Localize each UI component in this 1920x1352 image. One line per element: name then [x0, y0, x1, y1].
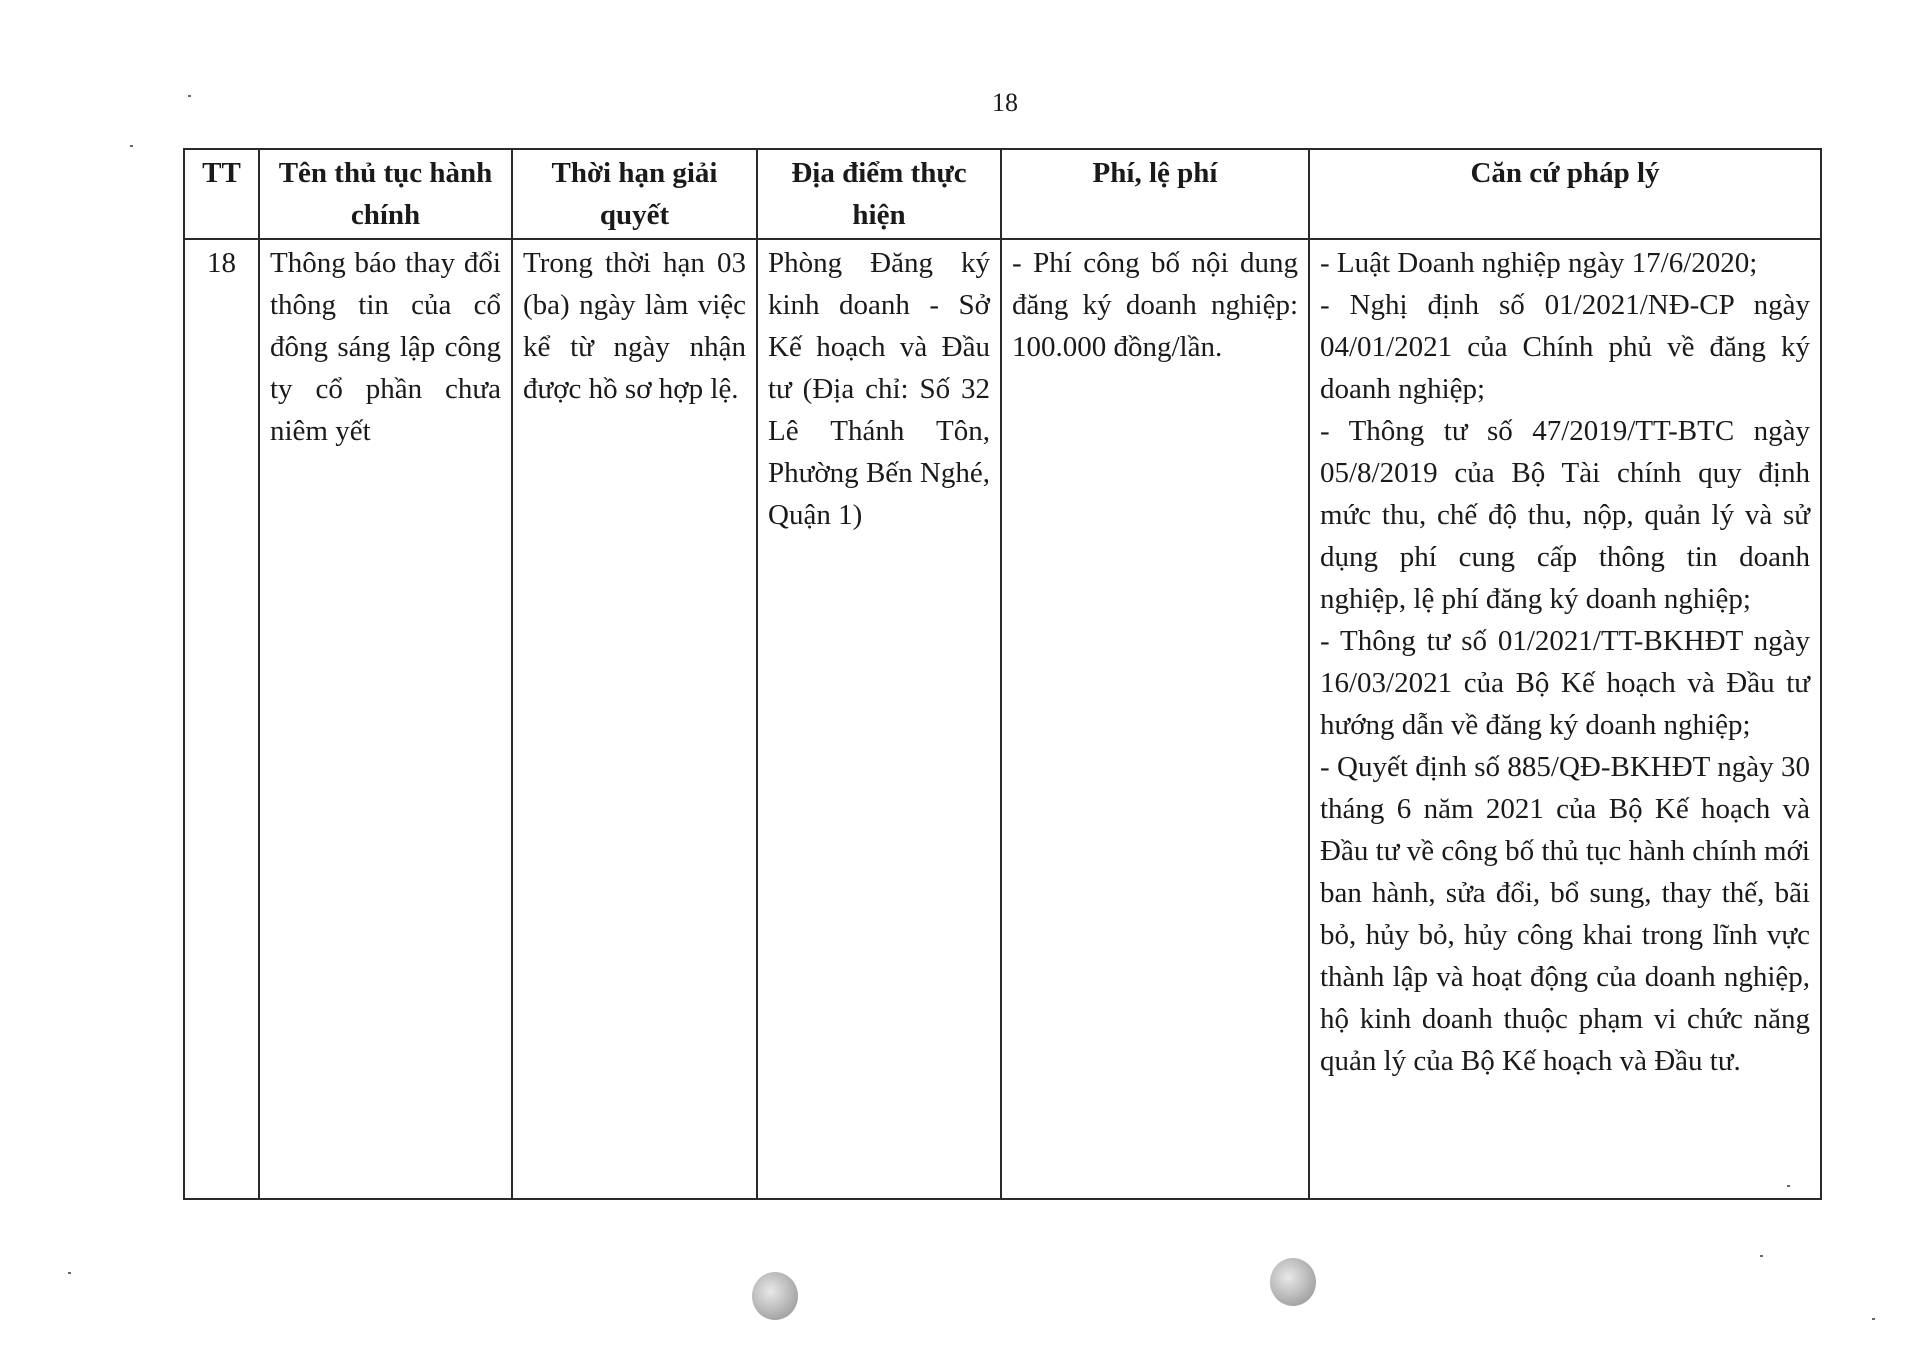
procedure-table [183, 148, 1822, 1200]
scan-speck [1787, 1185, 1790, 1187]
table-header-row [184, 149, 1821, 239]
header-location: Địa điểm thực hiện [757, 149, 1001, 239]
cell-location: Phòng Đăng ký kinh doanh - Sở Kế hoạch và Đầu tư (Địa chỉ: Số 32 Lê Thánh Tôn, Phường Bến Nghé, Quận 1) [757, 239, 1001, 1199]
legal-basis-item: - Luật Doanh nghiệp ngày 17/6/2020; [1320, 247, 1758, 279]
cell-procedure-name: Thông báo thay đổi thông tin của cổ đông sáng lập công ty cổ phần chưa niêm yết [259, 239, 512, 1199]
cell-processing-time: Trong thời hạn 03 (ba) ngày làm việc kể từ ngày nhận được hồ sơ hợp lệ. [512, 239, 757, 1199]
cell-legal-basis [1309, 239, 1821, 1199]
legal-basis-item: - Quyết định số 885/QĐ-BKHĐT ngày 30 tháng 6 năm 2021 của Bộ Kế hoạch và Đầu tư về công bố thủ tục hành chính mới ban hành, sửa đổi, bổ sung, thay thế, bãi bỏ, hủy bỏ, hủy công khai trong lĩnh vực thành lập và hoạt động của doanh nghiệp, hộ kinh doanh thuộc phạm vi chức năng quản lý của Bộ Kế hoạch và Đầu tư. [1320, 751, 1810, 1077]
cell-tt: 18 [184, 239, 259, 1199]
header-legal-basis: Căn cứ pháp lý [1309, 149, 1821, 239]
scan-speck [188, 95, 191, 97]
punch-hole [752, 1272, 798, 1320]
legal-basis-item: - Nghị định số 01/2021/NĐ-CP ngày 04/01/2021 của Chính phủ về đăng ký doanh nghiệp; [1320, 289, 1810, 405]
legal-basis-item: - Thông tư số 01/2021/TT-BKHĐT ngày 16/03/2021 của Bộ Kế hoạch và Đầu tư hướng dẫn về đăng ký doanh nghiệp; [1320, 625, 1810, 741]
header-tt: TT [184, 149, 259, 239]
punch-hole [1270, 1258, 1316, 1306]
legal-basis-item: - Thông tư số 47/2019/TT-BTC ngày 05/8/2019 của Bộ Tài chính quy định mức thu, chế độ thu, nộp, quản lý và sử dụng phí cung cấp thông tin doanh nghiệp, lệ phí đăng ký doanh nghiệp; [1320, 415, 1810, 615]
scan-speck [130, 145, 133, 147]
table-row [184, 239, 1821, 1199]
cell-fees: - Phí công bố nội dung đăng ký doanh nghiệp: 100.000 đồng/lần. [1001, 239, 1309, 1199]
header-procedure-name: Tên thủ tục hành chính [259, 149, 512, 239]
scan-speck [68, 1272, 71, 1274]
scan-speck [1760, 1255, 1763, 1257]
header-processing-time: Thời hạn giải quyết [512, 149, 757, 239]
scan-speck [1872, 1318, 1875, 1320]
header-fees: Phí, lệ phí [1001, 149, 1309, 239]
page-number: 18 [992, 88, 1018, 117]
